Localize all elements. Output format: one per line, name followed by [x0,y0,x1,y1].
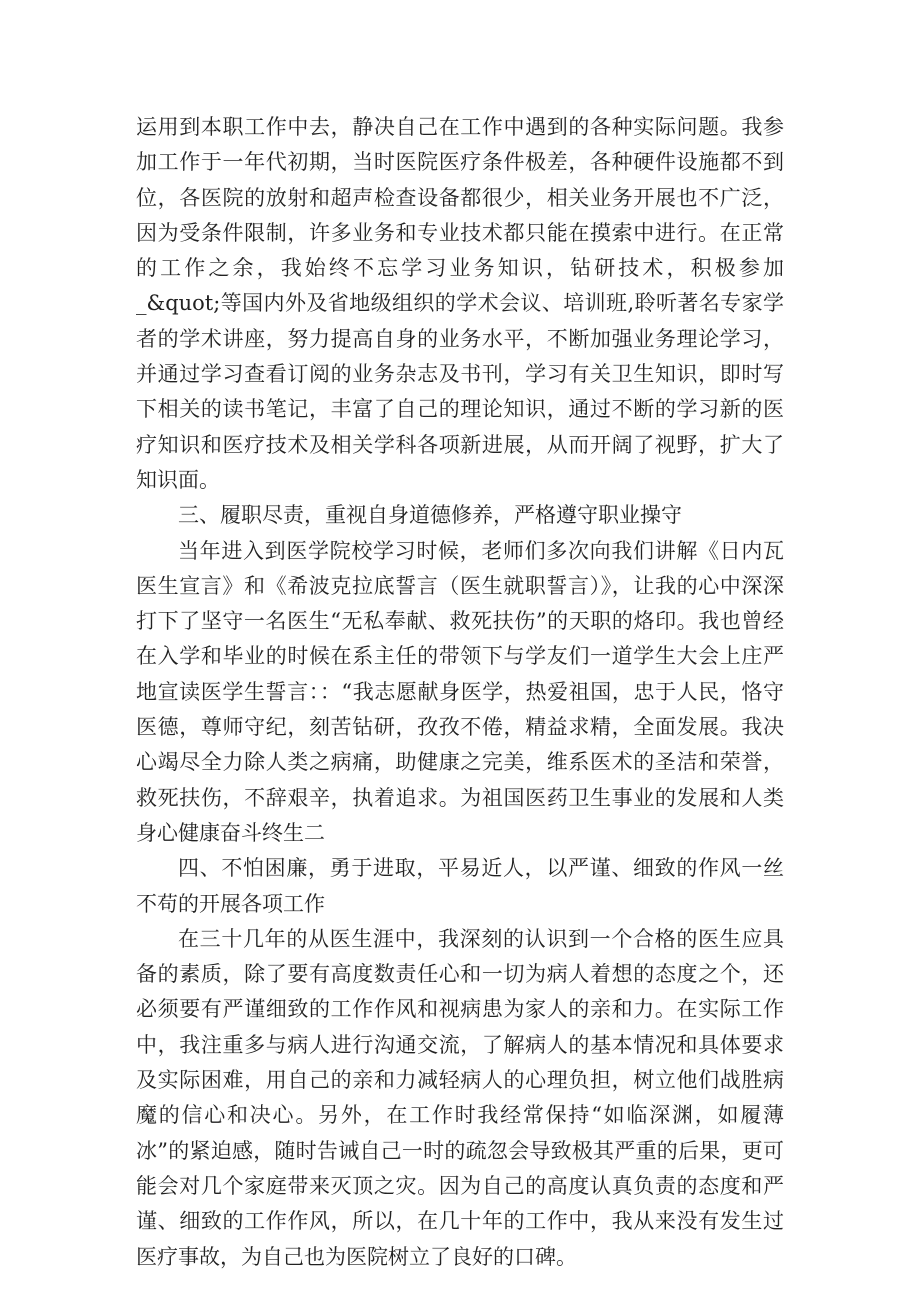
paragraph-oath: 当年进入到医学院校学习时候，老师们多次向我们讲解《日内瓦医生宣言》和《希波克拉底誓言（医生就职誓言）》，让我的心中深深打下了坚守一名医生“无私奉献、救死扶伤”的天职的烙印。我也曾经在入学和毕业的时候在系主任的带领下与学友们一道学生大会上庄严地宣读医学生誓言：：“我志愿献身医学，热爱祖国，忠于人民，恪守医德，尊师守纪，刻苦钻研，孜孜不倦，精益求精，全面发展。我决心竭尽全力除人类之病痛，助健康之完美，维系医术的圣洁和荣誉，救死扶伤，不辞艰辛，执着追求。为祖国医药卫生事业的发展和人类身心健康奋斗终生二 [136,538,784,845]
section-heading-four: 四、不怕困廉，勇于进取，平易近人，以严谨、细致的作风一丝不苟的开展各项工作 [136,856,784,916]
section-heading-three: 三、履职尽责，重视自身道德修养，严格遵守职业操守 [178,503,682,528]
paragraph-continuation: 运用到本职工作中去，静决自己在工作中遇到的各种实际问题。我参加工作于一年代初期，当时医院医疗条件极差，各种硬件设施都不到位，各医院的放射和超声检查设备都很少，相关业务开展也不广泛，因为受条件限制，许多业务和专业技术都只能在摸索中进行。在正常的工作之余，我始终不忘学习业务知识，钻研技术，积极参加_&quot;等国内外及省地级组织的学术会议、培训班,聆听著名专家学者的学术讲座，努力提高自身的业务水平，不断加强业务理论学习，并通过学习查看订阅的业务杂志及书刊，学习有关卫生知识，即时写下相关的读书笔记，丰富了自己的理论知识，通过不断的学习新的医疗知识和医疗技术及相关学科各项新进展，从而开阔了视野，扩大了知识面。 [136,115,784,492]
paragraph-career: 在三十几年的从医生涯中，我深刻的认识到一个合格的医生应具备的素质，除了要有高度数责任心和一切为病人着想的态度之个，还必须要有严谨细致的工作作风和视病患为家人的亲和力。在实际工作中，我注重多与病人进行沟通交流，了解病人的基本情况和具体要求及实际困难，用自己的亲和力减轻病人的心理负担，树立他们战胜病魔的信心和决心。另外，在工作时我经常保持“如临深渊，如履薄冰”的紧迫感，随时告诫自己一时的疏忽会导致极其严重的后果，更可能会对几个家庭带来灭顶之灾。因为自己的高度认真负责的态度和严谨、细致的工作作风，所以，在几十年的工作中，我从来没有发生过医疗事故，为自己也为医院树立了良好的口碑。 [136,926,784,1269]
document-body [136,110,784,1275]
